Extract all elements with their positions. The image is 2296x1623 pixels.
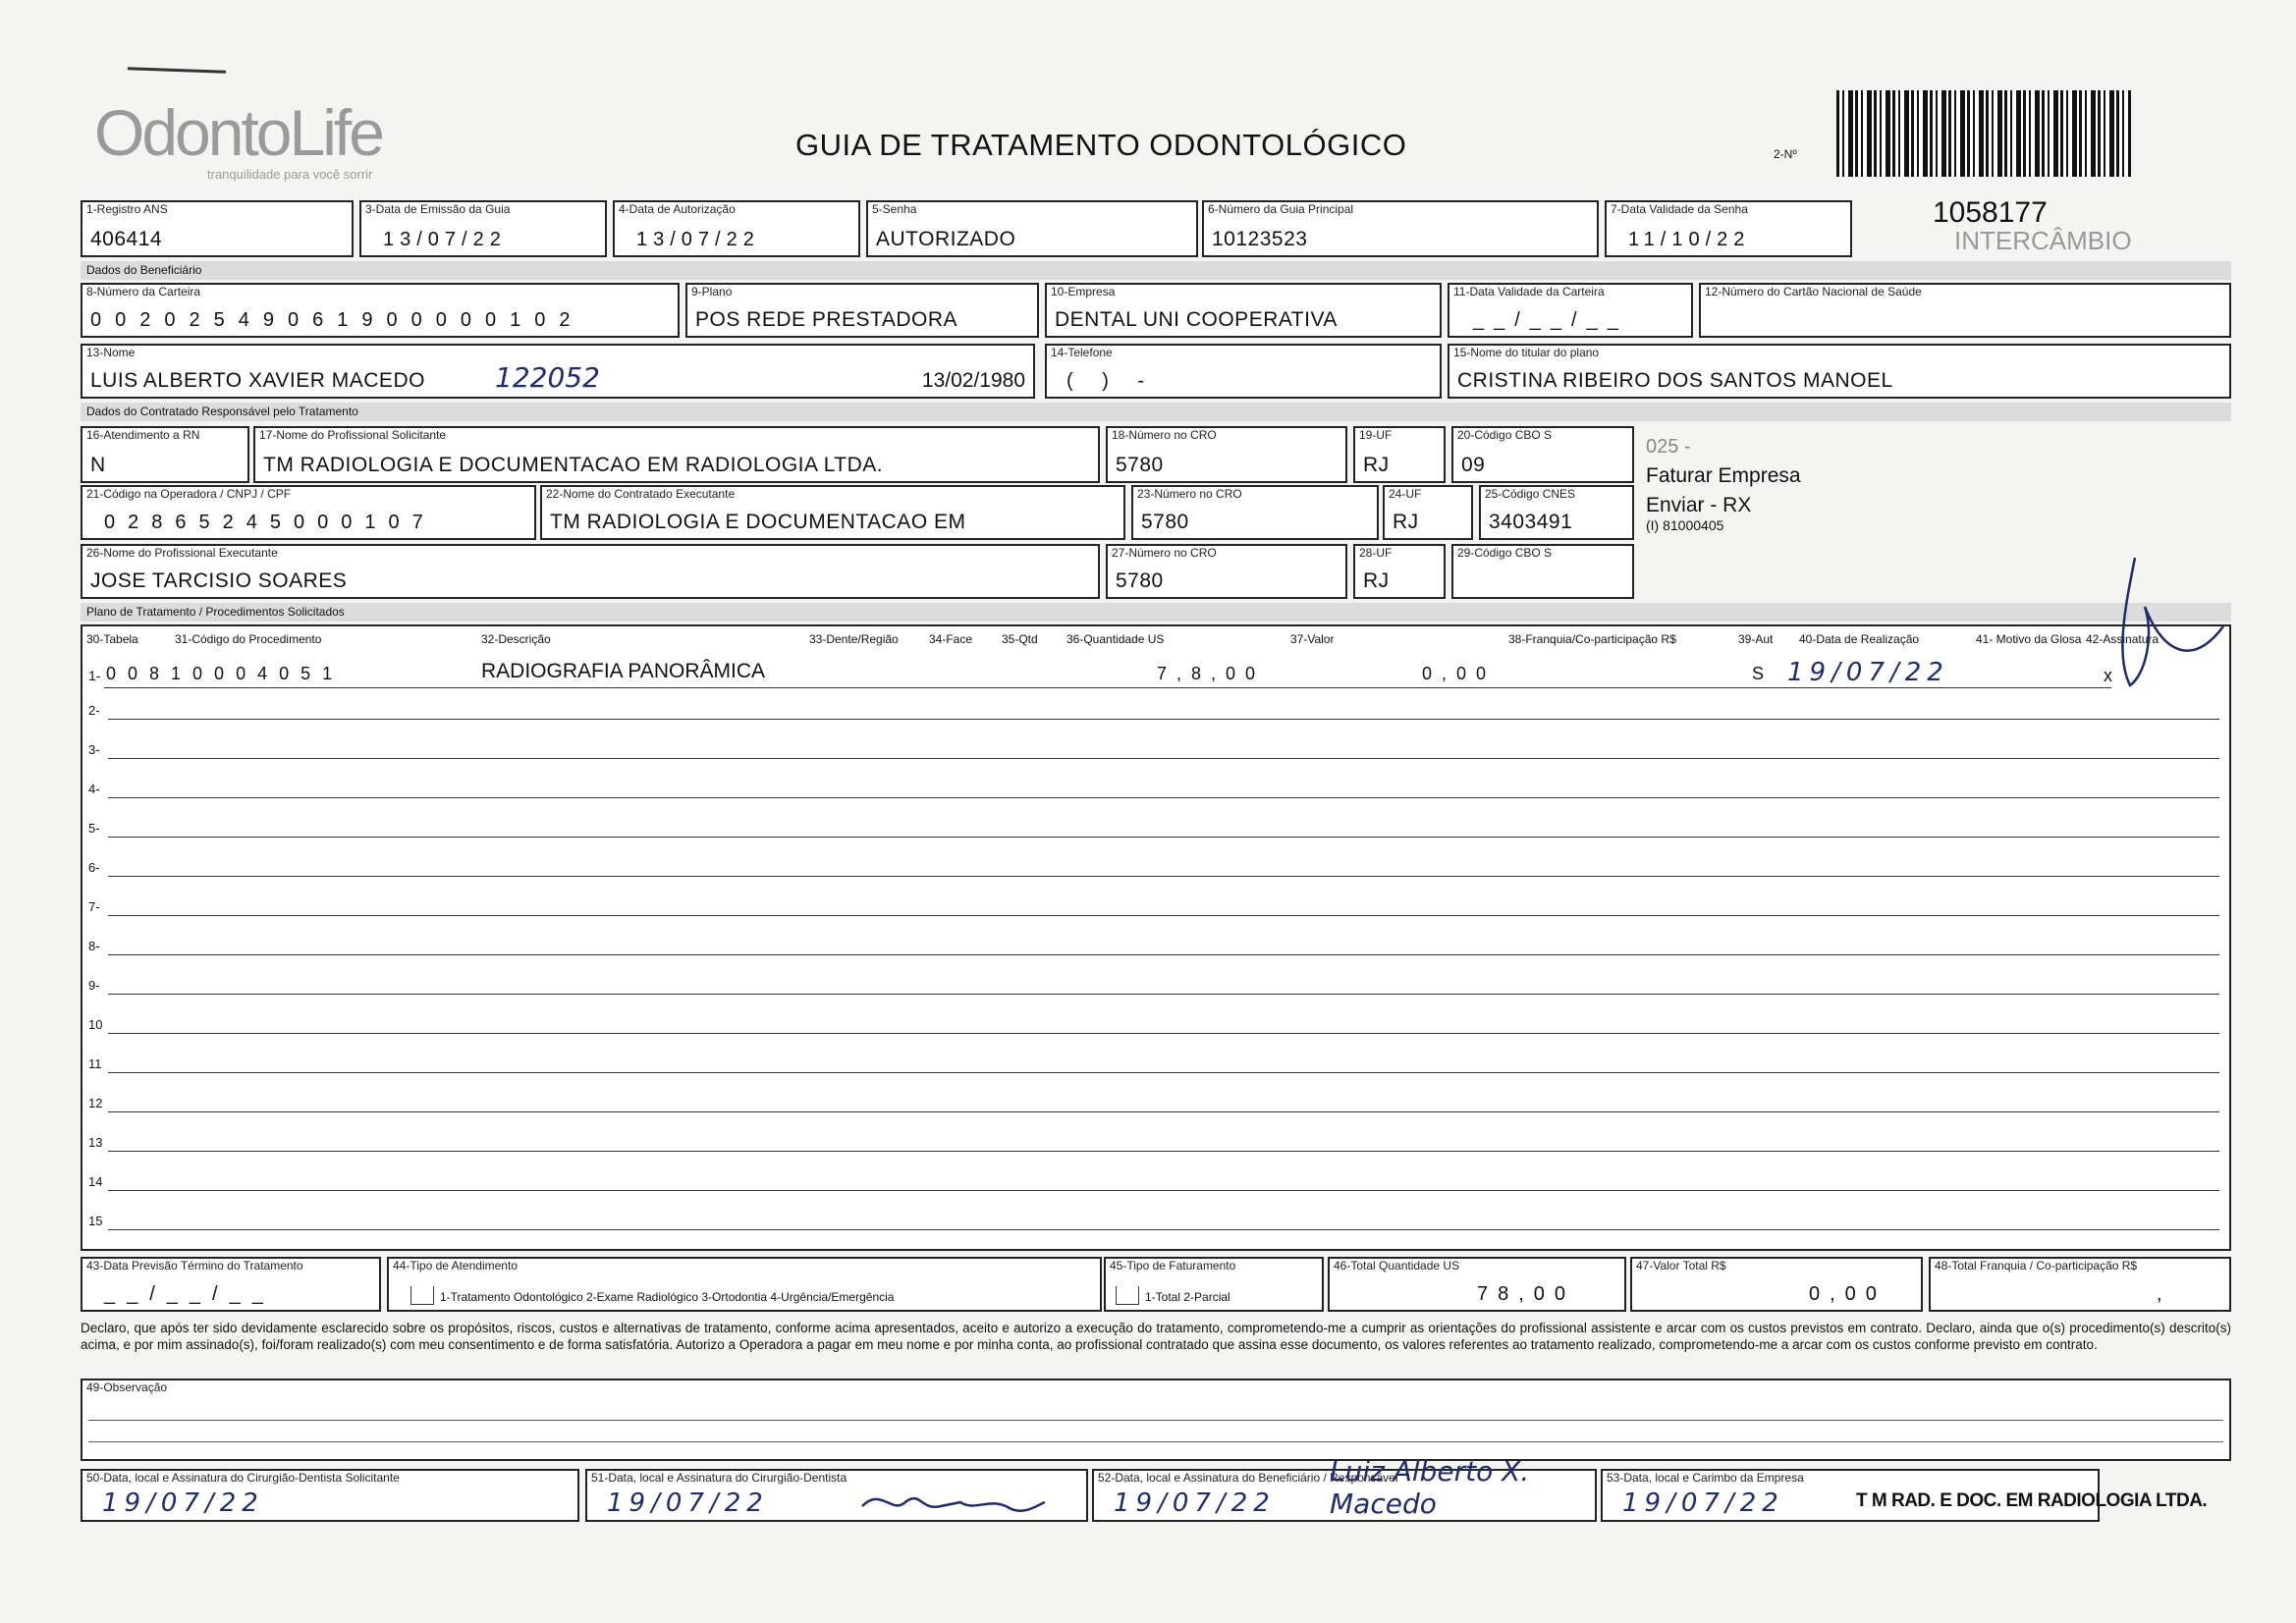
field-7: 7-Data Validade da Senha 11/10/22 bbox=[1605, 200, 1852, 257]
uf-requesting: RJ bbox=[1363, 454, 1390, 476]
field-8: 8-Número da Carteira 00202549061900000102 bbox=[81, 283, 680, 338]
field-22: 22-Nome do Contratado Executante TM RADIOLOGIA E DOCUMENTACAO EM bbox=[540, 485, 1125, 540]
attendance-type-options: 1-Tratamento Odontológico 2-Exame Radiológico 3-Ortodontia 4-Urgência/Emergência bbox=[440, 1290, 895, 1304]
field-47: 47-Valor Total R$ 0,00 bbox=[1630, 1257, 1923, 1312]
senha: AUTORIZADO bbox=[876, 228, 1016, 250]
side-note-send: Enviar - RX bbox=[1646, 494, 1752, 516]
dentist-signature bbox=[852, 1477, 1049, 1520]
field-46: 46-Total Quantidade US 78,00 bbox=[1328, 1257, 1626, 1312]
table-row: 3- bbox=[82, 734, 2229, 774]
dentist-sign-date: 19/07/22 bbox=[607, 1488, 769, 1518]
total-value: 0,00 bbox=[1809, 1283, 1886, 1305]
field-29: 29-Código CBO S bbox=[1451, 544, 1634, 599]
procedure-code: 00810004051 bbox=[106, 664, 345, 683]
logo-brand: OdontoLife bbox=[94, 96, 382, 169]
table-row: 10 bbox=[82, 1009, 2229, 1049]
page-title: GUIA DE TRATAMENTO ODONTOLÓGICO bbox=[795, 128, 1407, 162]
table-row: 5- bbox=[82, 813, 2229, 852]
field-11: 11-Data Validade da Carteira __/__/__ bbox=[1448, 283, 1693, 338]
procedure-description: RADIOGRAFIA PANORÂMICA bbox=[481, 660, 765, 682]
field-21: 21-Código na Operadora / CNPJ / CPF 02865245000107 bbox=[81, 485, 536, 540]
executing-professional: JOSE TARCISIO SOARES bbox=[90, 569, 348, 592]
password-validity-date: 11/10/22 bbox=[1628, 229, 1751, 250]
authorization-date: 13/07/22 bbox=[636, 229, 760, 250]
registro-ans: 406414 bbox=[90, 228, 163, 250]
field-44: 44-Tipo de Atendimento 1-Tratamento Odontológico 2-Exame Radiológico 3-Ortodontia 4-Urgência/Emergência bbox=[387, 1257, 1102, 1312]
requesting-sign-date: 19/07/22 bbox=[102, 1488, 264, 1518]
side-note bbox=[1646, 436, 1862, 533]
field-28: 28-UF RJ bbox=[1353, 544, 1446, 599]
uf-professional: RJ bbox=[1363, 569, 1390, 592]
cro-number-professional: 5780 bbox=[1116, 569, 1164, 592]
field-20: 20-Código CBO S 09 bbox=[1451, 426, 1634, 483]
field-23: 23-Número no CRO 5780 bbox=[1131, 485, 1379, 540]
table-row: 12 bbox=[82, 1088, 2229, 1127]
table-row: 9- bbox=[82, 970, 2229, 1009]
odontolife-logo bbox=[94, 98, 389, 196]
field-6: 6-Número da Guia Principal 10123523 bbox=[1202, 200, 1599, 257]
field-13: 13-Nome LUIS ALBERTO XAVIER MACEDO 122052 13/02/1980 bbox=[81, 344, 1035, 399]
section-contractor: Dados do Contratado Responsável pelo Tratamento bbox=[81, 403, 2231, 421]
logo-tagline: tranquilidade para você sorrir bbox=[207, 167, 373, 182]
guide-number-label: 2-Nº bbox=[1774, 147, 1797, 161]
section-plan: Plano de Tratamento / Procedimentos Solicitados bbox=[81, 603, 2231, 622]
table-row: 6- bbox=[82, 852, 2229, 892]
cbo-requesting: 09 bbox=[1461, 454, 1486, 476]
birth-date: 13/02/1980 bbox=[921, 369, 1025, 392]
field-9: 9-Plano POS REDE PRESTADORA bbox=[685, 283, 1039, 338]
field-5: 5-Senha AUTORIZADO bbox=[866, 200, 1198, 257]
requesting-professional: TM RADIOLOGIA E DOCUMENTACAO EM RADIOLOGIA LTDA. bbox=[263, 454, 884, 476]
treatment-end-date: __/__/__ bbox=[104, 1283, 275, 1305]
table-row: 4- bbox=[82, 774, 2229, 813]
beneficiary-sign-date: 19/07/22 bbox=[1114, 1488, 1276, 1518]
phone: ( ) - bbox=[1066, 370, 1157, 392]
cro-number-requesting: 5780 bbox=[1116, 454, 1164, 476]
field-48: 48-Total Franquia / Co-participação R$ , bbox=[1929, 1257, 2231, 1312]
field-10: 10-Empresa DENTAL UNI COOPERATIVA bbox=[1045, 283, 1442, 338]
field-25: 25-Código CNES 3403491 bbox=[1479, 485, 1634, 540]
total-copay: , bbox=[2157, 1283, 2168, 1305]
field-53: 53-Data, local e Carimbo da Empresa 19/07/22 bbox=[1601, 1469, 2100, 1522]
procedure-mark: x bbox=[2104, 666, 2112, 685]
side-note-code: 025 - bbox=[1646, 436, 1691, 458]
beneficiary-signature: Luiz Alberto X. Macedo bbox=[1330, 1455, 1530, 1520]
barcode bbox=[1836, 90, 2131, 177]
field-26: 26-Nome do Profissional Executante JOSE TARCISIO SOARES bbox=[81, 544, 1100, 599]
handwritten-code: 122052 bbox=[495, 361, 600, 394]
attendance-type-box[interactable] bbox=[410, 1286, 434, 1305]
emission-date: 13/07/22 bbox=[383, 229, 507, 250]
executing-contractor: TM RADIOLOGIA E DOCUMENTACAO EM bbox=[550, 511, 966, 533]
field-52: 52-Data, local e Assinatura do Beneficiário / Responsável 19/07/22 Luiz Alberto X. Macedo bbox=[1092, 1469, 1597, 1522]
billing-type-box[interactable] bbox=[1116, 1286, 1139, 1305]
table-row: 1- 00810004051 RADIOGRAFIA PANORÂMICA 7,8,00 0,00 S 19/07/22 x bbox=[88, 658, 2112, 687]
field-27: 27-Número no CRO 5780 bbox=[1106, 544, 1347, 599]
assinatura-scribble bbox=[2086, 548, 2233, 695]
field-19: 19-UF RJ bbox=[1353, 426, 1446, 483]
table-row: 15 bbox=[82, 1206, 2229, 1245]
main-guide-number: 10123523 bbox=[1212, 228, 1308, 250]
total-us: 78,00 bbox=[1477, 1283, 1576, 1305]
cnes-code: 3403491 bbox=[1489, 511, 1573, 533]
table-row: 11 bbox=[82, 1049, 2229, 1088]
card-validity: __/__/__ bbox=[1473, 309, 1628, 331]
procedures-table bbox=[81, 624, 2231, 1251]
field-24: 24-UF RJ bbox=[1383, 485, 1473, 540]
field-43: 43-Data Previsão Término do Tratamento __/__/__ bbox=[81, 1257, 381, 1312]
guide-note: INTERCÂMBIO bbox=[1954, 226, 2132, 255]
company-stamp: T M RAD. E DOC. EM RADIOLOGIA LTDA. bbox=[1856, 1490, 2208, 1511]
cro-number-executing: 5780 bbox=[1141, 511, 1189, 533]
plan-holder-name: CRISTINA RIBEIRO DOS SANTOS MANOEL bbox=[1457, 369, 1893, 392]
side-note-billing: Faturar Empresa bbox=[1646, 464, 1801, 487]
table-header: 30-Tabela 31-Código do Procedimento 32-Descrição 33-Dente/Região 34-Face 35-Qtd 36-Quantidade US 37-Valor 38-Franquia/Co-participação R$ 39-Aut 40-Data de Realização 41- Motivo da Glosa 42-Assinatura bbox=[86, 632, 2159, 646]
table-row: 14 bbox=[82, 1166, 2229, 1206]
field-15: 15-Nome do titular do plano CRISTINA RIBEIRO DOS SANTOS MANOEL bbox=[1448, 344, 2231, 399]
company-sign-date: 19/07/22 bbox=[1622, 1488, 1784, 1518]
procedure-us: 7,8,00 bbox=[1157, 664, 1266, 683]
field-4: 4-Data de Autorização 13/07/22 bbox=[613, 200, 860, 257]
beneficiary-name: LUIS ALBERTO XAVIER MACEDO bbox=[90, 369, 425, 392]
plan: POS REDE PRESTADORA bbox=[695, 308, 957, 331]
field-51: 51-Data, local e Assinatura do Cirurgião-Dentista 19/07/22 bbox=[585, 1469, 1088, 1522]
rn-attendance: N bbox=[90, 454, 106, 476]
procedure-aut: S bbox=[1752, 664, 1765, 683]
table-row: 13 bbox=[82, 1127, 2229, 1166]
field-12: 12-Número do Cartão Nacional de Saúde bbox=[1699, 283, 2231, 338]
table-row: 2- bbox=[82, 695, 2229, 734]
declaration-text: Declaro, que após ter sido devidamente esclarecido sobre os propósitos, riscos, custos e alternativas de tratamento, conforme acima apresentados, aceito e autorizo a execução do tratamento, comprometendo-me a cumprir as orientações do profissional assistente e arcar com os custos previstos em contrato. Declaro, ainda que o(s) procedimento(s) descrito(s) acima, e por mim assinado(s), foi/foram realizado(s) com meu consentimento e de forma satisfatória. Autorizo a Operadora a pagar em meu nome e por minha conta, ao profissional contratado que assina esse documento, os valores referentes ao tratamento realizado, comprometendo-me a arcar com os custos conforme previsto em contrato. bbox=[81, 1321, 2231, 1352]
field-49: 49-Observação bbox=[81, 1379, 2231, 1461]
row-underline bbox=[104, 674, 2111, 688]
field-45: 45-Tipo de Faturamento 1-Total 2-Parcial bbox=[1104, 1257, 1324, 1312]
procedure-value: 0,00 bbox=[1422, 664, 1497, 683]
cnpj: 02865245000107 bbox=[104, 512, 436, 533]
field-1: 1-Registro ANS 406414 bbox=[81, 200, 354, 257]
section-beneficiary: Dados do Beneficiário bbox=[81, 261, 2231, 280]
table-row: 7- bbox=[82, 892, 2229, 931]
field-18: 18-Número no CRO 5780 bbox=[1106, 426, 1347, 483]
guide-number: 1058177 bbox=[1933, 196, 2048, 229]
billing-type-options: 1-Total 2-Parcial bbox=[1145, 1290, 1230, 1304]
field-17: 17-Nome do Profissional Solicitante TM RADIOLOGIA E DOCUMENTACAO EM RADIOLOGIA LTDA. bbox=[253, 426, 1100, 483]
uf-executing: RJ bbox=[1393, 511, 1419, 533]
side-note-ref: (I) 81000405 bbox=[1646, 517, 1724, 533]
pen-stroke bbox=[128, 67, 226, 73]
field-50: 50-Data, local e Assinatura do Cirurgião-Dentista Solicitante 19/07/22 bbox=[81, 1469, 579, 1522]
card-number: 00202549061900000102 bbox=[90, 309, 584, 331]
company: DENTAL UNI COOPERATIVA bbox=[1055, 308, 1338, 331]
procedure-date: 19/07/22 bbox=[1787, 658, 1949, 687]
field-14: 14-Telefone ( ) - bbox=[1045, 344, 1442, 399]
table-row: 8- bbox=[82, 931, 2229, 970]
field-16: 16-Atendimento a RN N bbox=[81, 426, 249, 483]
field-3: 3-Data de Emissão da Guia 13/07/22 bbox=[359, 200, 607, 257]
